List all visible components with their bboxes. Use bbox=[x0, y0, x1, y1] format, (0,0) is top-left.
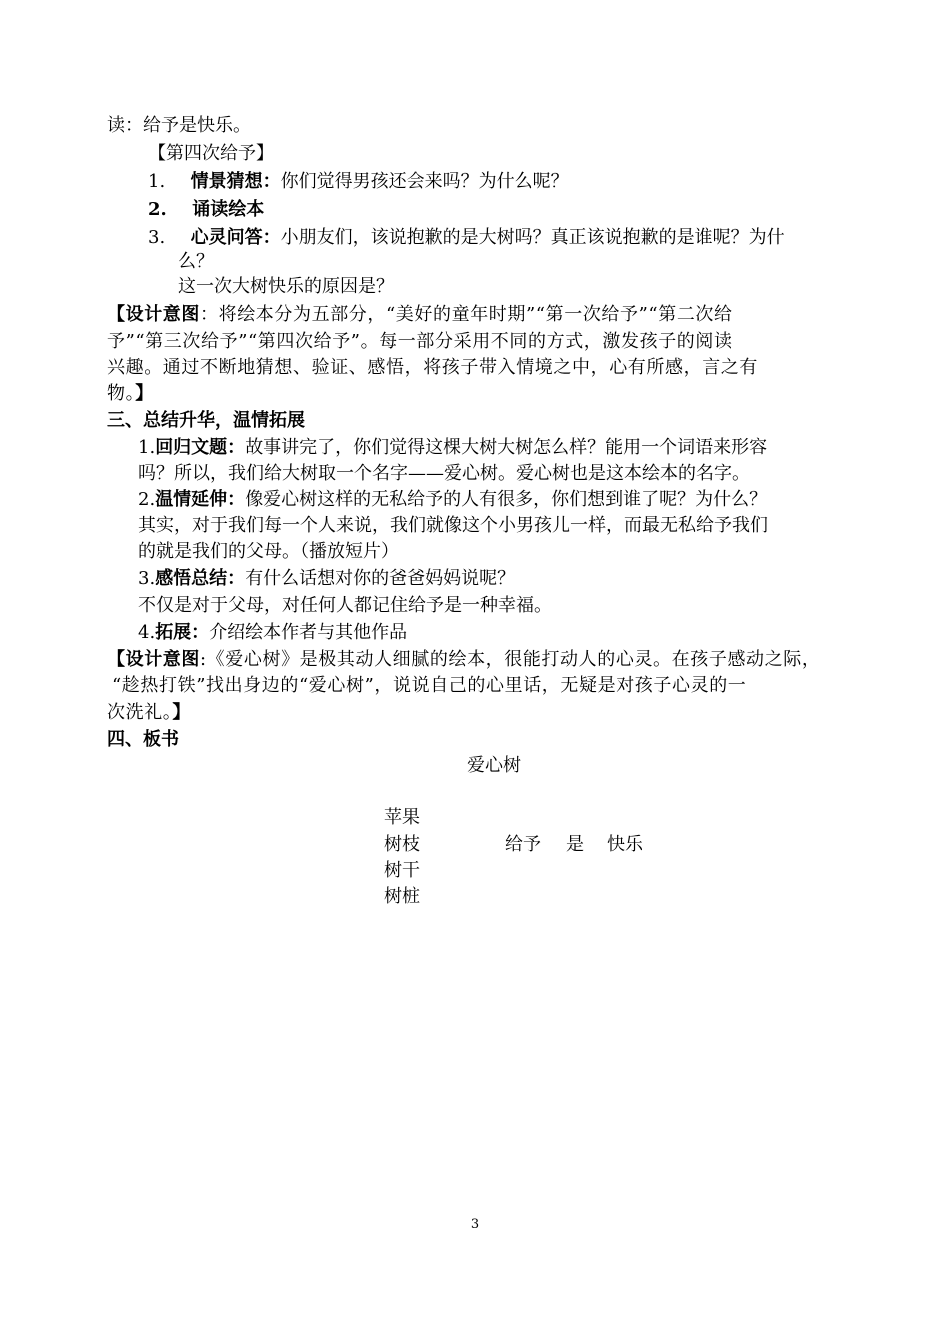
fourth-giving-heading: 【第四次给予】 bbox=[148, 143, 274, 164]
item-number: 3. bbox=[148, 227, 166, 248]
item-label: 心灵问答： bbox=[190, 227, 281, 248]
list-item bbox=[138, 566, 515, 592]
item-number: 3. bbox=[138, 568, 156, 589]
design-intent-text: 将绘本分为五部分，“美好的童年时期”“第一次给予”“第二次给 bbox=[218, 304, 733, 325]
design-intent-close: 】 bbox=[172, 702, 192, 723]
list-item bbox=[138, 435, 767, 461]
item-label: 诵读绘本 bbox=[192, 199, 265, 220]
item-continuation: 其实，对于我们每一个人来说，我们就像这个小男孩儿一样，而最无私给予我们 bbox=[138, 515, 768, 536]
board-right-item: 给予 bbox=[505, 834, 541, 855]
design-intent-line: “趁热打铁”找出身边的“爱心树”，说说自己的心里话，无疑是对孩子心灵的一 bbox=[112, 675, 747, 696]
design-intent-line: 予”“第三次给予”“第四次给予”。每一部分采用不同的方式，激发孩子的阅读 bbox=[107, 331, 733, 352]
item-number: 4. bbox=[138, 622, 156, 643]
board-title: 爱心树 bbox=[467, 755, 521, 776]
lead-line: 读：给予是快乐。 bbox=[107, 115, 251, 136]
design-intent-close: 】 bbox=[135, 383, 154, 404]
item-label: 回归文题： bbox=[155, 437, 246, 458]
board-right-item: 快乐 bbox=[607, 834, 643, 855]
section-heading: 三、总结升华，温情拓展 bbox=[107, 410, 305, 431]
page-number: 3 bbox=[470, 1217, 480, 1232]
item-number: 1. bbox=[138, 437, 156, 458]
design-intent-text: 物。 bbox=[107, 383, 136, 404]
item-label: 感悟总结： bbox=[155, 568, 246, 589]
board-right-item: 是 bbox=[566, 834, 584, 855]
board-left-item: 树干 bbox=[384, 860, 420, 881]
design-intent-text: 次洗礼。 bbox=[107, 702, 173, 723]
item-text: 像爱心树这样的无私给予的人有很多，你们想到谁了呢？为什么？ bbox=[245, 489, 768, 510]
design-intent-label: 【设计意图 bbox=[107, 649, 200, 670]
item-continuation: 的就是我们的父母。（播放短片） bbox=[138, 541, 399, 562]
item-label: 温情延伸： bbox=[155, 489, 246, 510]
list-item bbox=[138, 620, 407, 646]
list-item bbox=[148, 169, 569, 195]
board-left-item: 苹果 bbox=[384, 807, 420, 828]
item-continuation: 吗？所以，我们给大树取一个名字——爱心树。爱心树也是这本绘本的名字。 bbox=[138, 463, 750, 484]
section-heading: 四、板书 bbox=[107, 729, 179, 750]
board-left-item: 树枝 bbox=[384, 834, 420, 855]
list-item bbox=[148, 225, 785, 251]
design-intent-line bbox=[107, 647, 820, 673]
design-intent-line bbox=[107, 381, 154, 407]
design-intent-line: 兴趣。通过不断地猜想、验证、感悟，将孩子带入情境之中，心有所感，言之有 bbox=[107, 357, 758, 378]
item-text: 介绍绘本作者与其他作品 bbox=[209, 622, 408, 643]
design-intent-colon: ： bbox=[200, 304, 219, 325]
item-text: 故事讲完了，你们觉得这棵大树大树怎么样？能用一个词语来形容 bbox=[245, 437, 768, 458]
item-label: 情景猜想： bbox=[190, 171, 281, 192]
design-intent-line bbox=[107, 302, 733, 328]
item-continuation: 不仅是对于父母，对任何人都记住给予是一种幸福。 bbox=[138, 595, 552, 616]
item-text: 你们觉得男孩还会来吗？为什么呢？ bbox=[280, 171, 569, 192]
extra-line: 这一次大树快乐的原因是？ bbox=[178, 276, 394, 297]
item-number: 2. bbox=[138, 489, 156, 510]
design-intent-line bbox=[107, 700, 191, 726]
item-continuation: 么？ bbox=[178, 251, 214, 272]
design-intent-label: 【设计意图 bbox=[107, 304, 200, 325]
list-item bbox=[148, 197, 264, 223]
item-text: 有什么话想对你的爸爸妈妈说呢？ bbox=[245, 568, 516, 589]
design-intent-text: :《爱心树》是极其动人细腻的绘本，很能打动人的心灵。在孩子感动之际， bbox=[200, 649, 821, 670]
item-text: 小朋友们，该说抱歉的是大树吗？真正该说抱歉的是谁呢？为什 bbox=[280, 227, 785, 248]
item-number: 1. bbox=[148, 171, 166, 192]
list-item bbox=[138, 487, 767, 513]
item-number: 2. bbox=[148, 199, 167, 220]
item-label: 拓展： bbox=[155, 622, 210, 643]
board-left-item: 树桩 bbox=[384, 886, 420, 907]
